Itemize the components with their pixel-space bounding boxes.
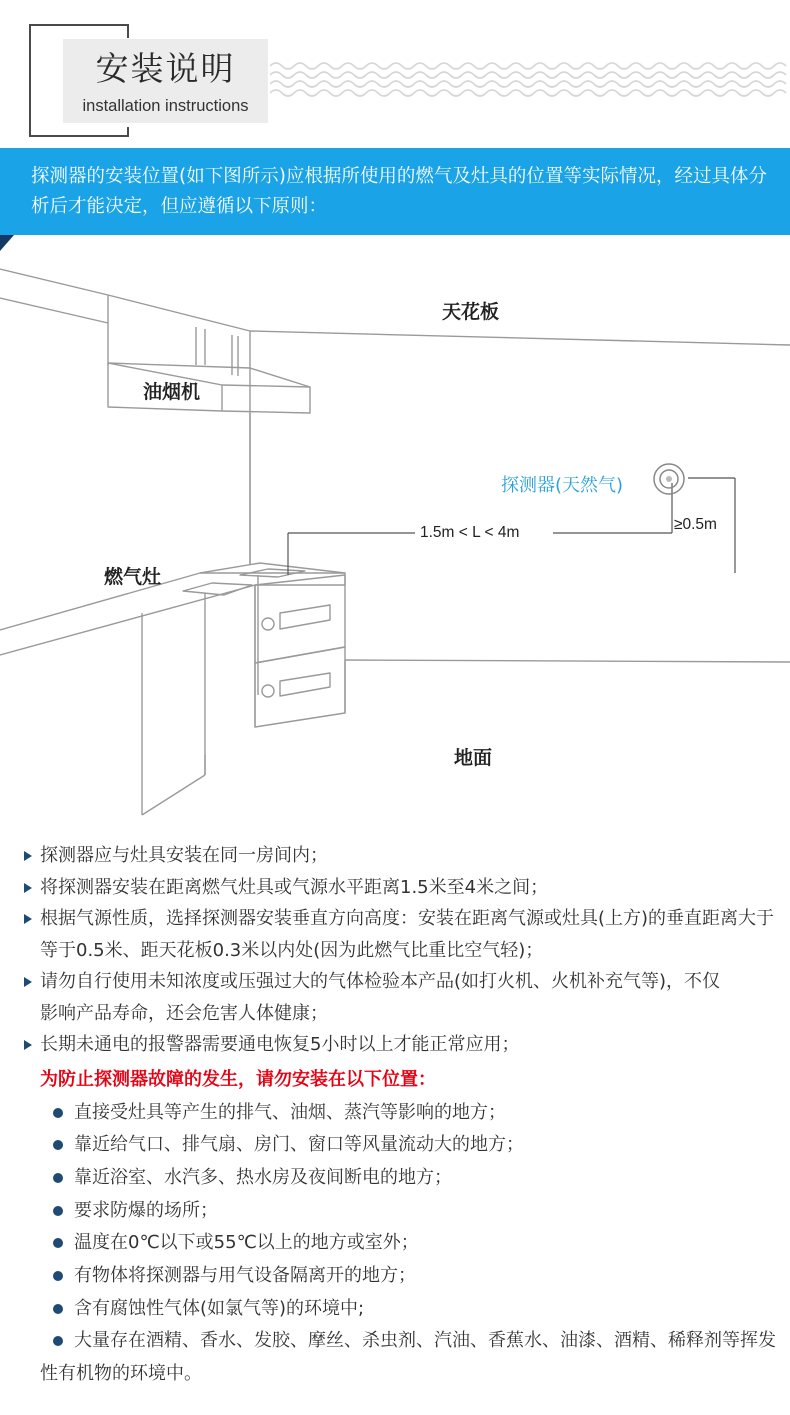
page-subtitle: installation instructions xyxy=(82,97,249,115)
rule-item: 探测器应与灶具安装在同一房间内； xyxy=(22,840,782,872)
dot-bullet-icon xyxy=(53,1140,63,1150)
dot-bullet-icon xyxy=(53,1336,63,1346)
dot-bullet-icon xyxy=(53,1173,63,1183)
triangle-bullet-icon xyxy=(24,1040,32,1050)
height-dimension-label: ≥0.5m xyxy=(674,516,717,533)
ceiling-label: 天花板 xyxy=(442,301,500,323)
installation-diagram xyxy=(0,235,790,835)
avoid-item: 要求防爆的场所； xyxy=(22,1195,782,1228)
distance-dimension-label: 1.5m < L < 4m xyxy=(420,524,520,541)
avoid-item: 有物体将探测器与用气设备隔离开的地方； xyxy=(22,1260,782,1293)
detector-label: 探测器(天然气) xyxy=(501,475,624,496)
intro-text: 探测器的安装位置(如下图所示)应根据所使用的燃气及灶具的位置等实际情况，经过具体分析后才能决定，但应遵循以下原则： xyxy=(31,166,767,217)
avoid-item: 含有腐蚀性气体(如氯气等)的环境中; xyxy=(22,1293,782,1326)
header-title-box xyxy=(63,39,268,123)
stove-label: 燃气灶 xyxy=(104,566,162,588)
dot-bullet-icon xyxy=(53,1238,63,1248)
intro-banner xyxy=(0,148,790,235)
triangle-bullet-icon xyxy=(24,883,32,893)
triangle-bullet-icon xyxy=(24,851,32,861)
rule-item: 请勿自行使用未知浓度或压强过大的气体检验本产品(如打火机、火机补充气等)，不仅影响产品寿命，还会危害人体健康； xyxy=(22,966,730,1029)
page-title: 安装说明 xyxy=(95,49,236,88)
dot-bullet-icon xyxy=(53,1206,63,1216)
rule-item: 将探测器安装在距离燃气灶具或气源水平距离1.5米至4米之间； xyxy=(22,872,782,904)
avoid-item: 大量存在酒精、香水、发胶、摩丝、杀虫剂、汽油、香蕉水、油漆、酒精、稀释剂等挥发性有机物的环境中。 xyxy=(40,1330,776,1385)
decorative-waves xyxy=(270,58,790,102)
dot-bullet-icon xyxy=(53,1304,63,1314)
warning-heading: 为防止探测器故障的发生，请勿安装在以下位置： xyxy=(40,1068,436,1090)
avoid-item: 靠近浴室、水汽多、热水房及夜间断电的地方； xyxy=(22,1162,782,1195)
rule-item: 长期未通电的报警器需要通电恢复5小时以上才能正常应用； xyxy=(22,1029,782,1061)
floor-label: 地面 xyxy=(454,747,493,769)
kitchen-line-drawing xyxy=(0,235,790,835)
hood-label: 油烟机 xyxy=(143,381,201,403)
installation-rules xyxy=(22,840,782,1391)
rule-item: 根据气源性质，选择探测器安装垂直方向高度：安装在距离气源或灶具(上方)的垂直距离大于等于0.5米、距天花板0.3米以内处(因为此燃气比重比空气轻)； xyxy=(22,903,782,966)
avoid-item: 直接受灶具等产生的排气、油烟、蒸汽等影响的地方； xyxy=(22,1097,782,1130)
avoid-item: 温度在0℃以下或55℃以上的地方或室外； xyxy=(22,1227,782,1260)
avoid-item: 靠近给气口、排气扇、房门、窗口等风量流动大的地方； xyxy=(22,1129,782,1162)
dot-bullet-icon xyxy=(53,1271,63,1281)
triangle-bullet-icon xyxy=(24,977,32,987)
triangle-bullet-icon xyxy=(24,914,32,924)
dot-bullet-icon xyxy=(53,1108,63,1118)
